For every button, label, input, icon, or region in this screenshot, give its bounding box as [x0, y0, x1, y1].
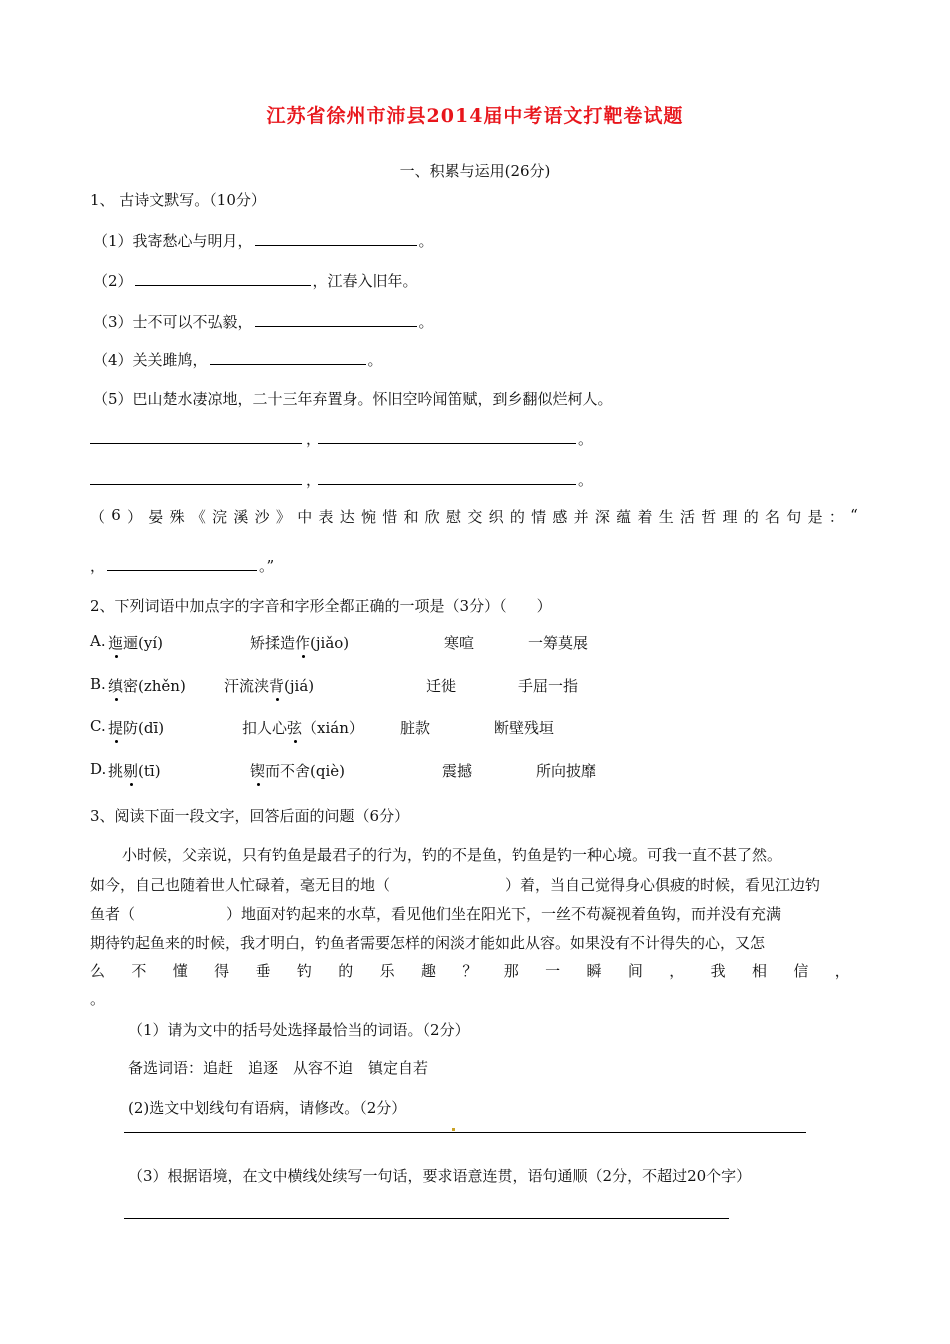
answer-line[interactable]	[318, 484, 576, 485]
char: 趣	[421, 962, 437, 980]
char: 一	[545, 962, 561, 980]
char: ：	[828, 508, 844, 526]
char: 理	[722, 508, 738, 526]
q1-sentence-4	[93, 349, 383, 370]
passage-line-2b: ）着，当自己觉得身心俱疲的时候，看见江边钓	[505, 876, 821, 894]
option-word-4: 断壁残垣	[494, 719, 555, 737]
passage-line-6: 。	[90, 990, 106, 1008]
word-part: (tī)	[138, 762, 161, 780]
option-word-1	[108, 717, 164, 738]
char: 我	[710, 962, 726, 980]
option-word-4: 一筹莫展	[528, 634, 589, 652]
passage-line-1: 小时候，父亲说，只有钓鱼是最君子的行为，钓的不是鱼，钓鱼是钓一种心境。可我一直不甚了然。	[122, 846, 783, 864]
char: 的	[509, 508, 525, 526]
dotted-char: 作	[295, 634, 311, 652]
char: 乐	[379, 962, 395, 980]
q1-s2-end: ，江春入旧年。	[312, 272, 418, 290]
char: 欣	[424, 508, 440, 526]
passage-line-3a: 鱼者（	[90, 905, 136, 923]
char: 6	[111, 506, 121, 524]
dotted-char: 剔	[123, 762, 139, 780]
option-word-3: 迁徙	[426, 677, 457, 695]
period: 。	[578, 471, 594, 489]
option-word-3: 脏款	[400, 719, 431, 737]
word-part: 逦(yí)	[123, 634, 163, 652]
word-part: 而不舍(qiè)	[265, 762, 345, 780]
char: 深	[594, 508, 610, 526]
char: 溪	[233, 508, 249, 526]
comma: ，	[306, 471, 322, 489]
q1-s2-text: （2）	[93, 272, 133, 290]
char: 得	[214, 962, 230, 980]
char: 信	[793, 962, 809, 980]
char: 间	[627, 962, 643, 980]
char: 蕴	[616, 508, 632, 526]
answer-blank[interactable]	[255, 325, 417, 327]
dotted-char: 提	[108, 719, 124, 737]
close-quote: 。”	[259, 557, 275, 575]
answer-line[interactable]	[90, 443, 302, 444]
char: 的	[338, 962, 354, 980]
q1-sentence-5: （5）巴山楚水凄凉地，二十三年弃置身。怀旧空吟闻笛赋，到乡翻似烂柯人。	[93, 390, 613, 408]
option-word-2	[224, 675, 314, 696]
char: 钓	[296, 962, 312, 980]
char: ，	[834, 962, 850, 980]
char: 感	[552, 508, 568, 526]
q1-s3-text: （3）士不可以不弘毅，	[93, 313, 253, 331]
char: 那	[503, 962, 519, 980]
char: 是	[807, 508, 823, 526]
q1-sentence-6-answer	[90, 555, 274, 576]
dotted-char: 锲	[250, 762, 266, 780]
char: 并	[573, 508, 589, 526]
dotted-char: 弦	[287, 719, 303, 737]
option-label: B.	[90, 675, 106, 693]
char: ）	[127, 508, 143, 526]
option-label: D.	[90, 760, 107, 778]
char: 织	[488, 508, 504, 526]
stray-mark	[452, 1128, 455, 1131]
char: 不	[131, 962, 147, 980]
word-part: 防(dī)	[123, 719, 165, 737]
word-part: 挑	[108, 762, 124, 780]
q1-s3-end: 。	[418, 313, 434, 331]
char: 相	[752, 962, 768, 980]
char: 生	[658, 508, 674, 526]
char: 《	[190, 508, 206, 526]
char: 慰	[446, 508, 462, 526]
word-part: 扣人心	[242, 719, 288, 737]
word-part: (jiá)	[284, 677, 315, 695]
char: 达	[339, 508, 355, 526]
q2-stem: 2、下列词语中加点字的字音和字形全都正确的一项是（3分）（ ）	[90, 597, 552, 615]
char: 哲	[701, 508, 717, 526]
char: 表	[318, 508, 334, 526]
word-part: 汗流浃	[224, 677, 270, 695]
document-title: 江苏省徐州市沛县2014届中考语文打靶卷试题	[266, 105, 684, 127]
q1-s4-text: （4）关关雎鸠，	[93, 351, 208, 369]
char: ，	[669, 962, 685, 980]
q1-sentence-2	[93, 270, 418, 291]
char: 殊	[169, 508, 185, 526]
char: 和	[403, 508, 419, 526]
q3-stem: 3、阅读下面一段文字，回答后面的问题（6分）	[90, 807, 410, 825]
answer-blank[interactable]	[107, 569, 257, 571]
answer-line[interactable]	[318, 443, 576, 444]
char: 名	[765, 508, 781, 526]
option-label: C.	[90, 717, 106, 735]
option-word-3: 震撼	[442, 762, 473, 780]
char: 惜	[382, 508, 398, 526]
char: 着	[637, 508, 653, 526]
answer-line[interactable]	[90, 484, 302, 485]
option-word-1	[108, 632, 163, 653]
q1-sentence-6	[90, 506, 858, 527]
dotted-char: 背	[269, 677, 285, 695]
char: 懂	[172, 962, 188, 980]
char: 句	[786, 508, 802, 526]
q3-sub-3: （3）根据语境，在文中横线处续写一句话，要求语意连贯，语句通顺（2分，不超过20个字）	[128, 1167, 752, 1185]
char: 浣	[212, 508, 228, 526]
word-part: 矫揉造	[250, 634, 296, 652]
option-word-1	[108, 675, 186, 696]
section-heading: 一、积累与运用(26分)	[399, 162, 551, 180]
char: 沙	[254, 508, 270, 526]
dotted-char: 缜	[108, 677, 124, 695]
passage-line-4: 期待钓起鱼来的时候，我才明白，钓鱼者需要怎样的闲淡才能如此从容。如果没有不计得失的心，又怎	[90, 934, 766, 952]
passage-line-3b: ）地面对钓起来的水草，看见他们坐在阳光下，一丝不苟凝视着鱼钩，而并没有充满	[226, 905, 782, 923]
option-word-2	[250, 760, 345, 781]
char: 么	[90, 962, 106, 980]
char: “	[850, 506, 858, 524]
option-word-4: 手屈一指	[518, 677, 579, 695]
option-word-1	[108, 760, 161, 781]
char: 活	[679, 508, 695, 526]
option-word-2	[250, 632, 349, 653]
answer-line[interactable]	[124, 1218, 729, 1219]
q3-word-options: 备选词语：追赶 追逐 从容不迫 镇定自若	[128, 1059, 429, 1077]
passage-line-2a: 如今，自己也随着世人忙碌着，毫无目的地（	[90, 876, 391, 894]
char: ？	[462, 962, 478, 980]
q1-s1-end: 。	[418, 232, 434, 250]
passage-line-5	[90, 960, 850, 981]
char: 》	[275, 508, 291, 526]
word-part: (jiǎo)	[310, 634, 350, 652]
char: 的	[743, 508, 759, 526]
char: 惋	[360, 508, 376, 526]
char: 情	[531, 508, 547, 526]
q3-sub-2: (2)选文中划线句有语病，请修改。（2分）	[128, 1099, 407, 1117]
answer-blank[interactable]	[255, 244, 417, 246]
char: （	[90, 508, 106, 526]
q1-s4-end: 。	[367, 351, 383, 369]
answer-line[interactable]	[124, 1132, 806, 1133]
option-word-3: 寒喧	[444, 634, 475, 652]
q1-s1-text: （1）我寄愁心与明月，	[93, 232, 253, 250]
char: 晏	[148, 508, 164, 526]
option-label: A.	[90, 632, 106, 650]
word-part: （xián）	[302, 719, 364, 737]
q1-stem: 1、 古诗文默写。（10分）	[90, 191, 266, 209]
answer-blank[interactable]	[210, 363, 366, 365]
comma: ，	[306, 430, 322, 448]
option-word-2	[242, 717, 364, 738]
comma: ，	[90, 557, 106, 575]
word-part: 密(zhěn)	[123, 677, 186, 695]
char: 垂	[255, 962, 271, 980]
option-word-4: 所向披靡	[536, 762, 597, 780]
char: 中	[297, 508, 313, 526]
period: 。	[578, 430, 594, 448]
q1-sentence-1	[93, 230, 434, 251]
answer-blank[interactable]	[135, 284, 311, 286]
char: 交	[467, 508, 483, 526]
char: 瞬	[586, 962, 602, 980]
dotted-char: 迤	[108, 634, 124, 652]
q1-sentence-3	[93, 311, 434, 332]
q3-sub-1: （1）请为文中的括号处选择最恰当的词语。（2分）	[128, 1021, 470, 1039]
